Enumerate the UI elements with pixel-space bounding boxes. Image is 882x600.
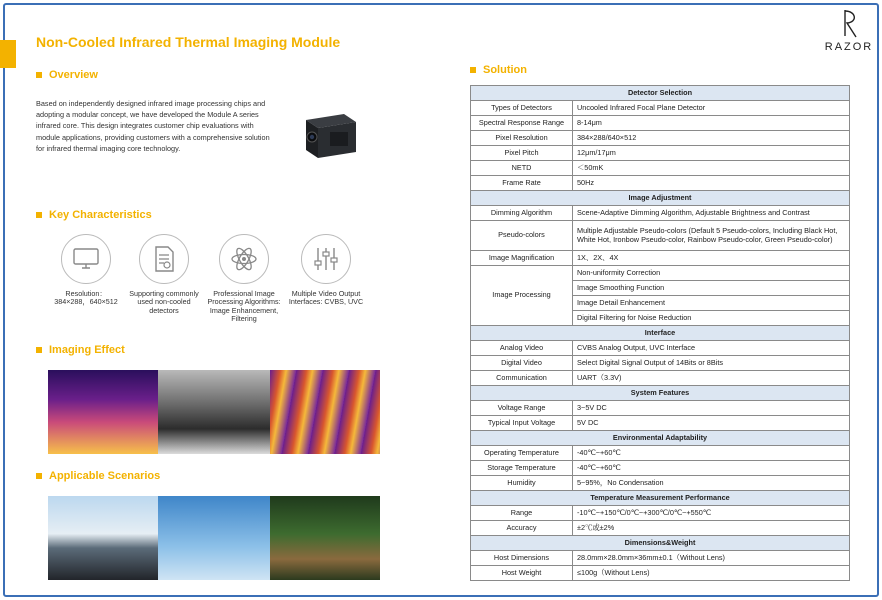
spec-key: Digital Video [471, 356, 573, 371]
document-icon [152, 245, 176, 273]
bullet-square-icon [36, 212, 42, 218]
spec-value: Digital Filtering for Noise Reduction [573, 311, 850, 326]
key-characteristics-heading-text: Key Characteristics [49, 209, 152, 221]
sliders-icon [313, 246, 339, 272]
spec-key: Communication [471, 371, 573, 386]
characteristic-label: Resolution：384×288，640×512 [54, 289, 118, 307]
solution-heading-text: Solution [483, 64, 527, 76]
spec-row [471, 551, 850, 566]
applicable-scenarios-heading-text: Applicable Scenarios [49, 470, 161, 482]
spec-key: Typical Input Voltage [471, 416, 573, 431]
characteristic-video-output [288, 234, 364, 307]
spec-row [471, 116, 850, 131]
spec-row [471, 341, 850, 356]
spec-key: Dimming Algorithm [471, 206, 573, 221]
spec-row [471, 371, 850, 386]
bullet-square-icon [36, 72, 42, 78]
spec-section-header: System Features [471, 386, 850, 401]
spec-value: Uncooled Infrared Focal Plane Detector [573, 101, 850, 116]
imaging-effect-images [48, 370, 380, 454]
spec-value: Image Smoothing Function [573, 281, 850, 296]
characteristic-algorithms [206, 234, 282, 323]
spec-section-row [471, 326, 850, 341]
accent-bar [0, 40, 16, 68]
atom-icon [230, 245, 258, 273]
thermal-image-whitehot [158, 370, 270, 454]
spec-row [471, 416, 850, 431]
spec-section-header: Dimensions&Weight [471, 536, 850, 551]
spec-row [471, 266, 850, 281]
spec-value: Non-uniformity Correction [573, 266, 850, 281]
spec-value: ≤100g（Without Lens) [573, 566, 850, 581]
spec-row [471, 461, 850, 476]
spec-section-header: Environmental Adaptability [471, 431, 850, 446]
spec-row [471, 161, 850, 176]
spec-row [471, 221, 850, 251]
spec-row [471, 146, 850, 161]
applicable-scenarios-heading [36, 470, 160, 482]
thermal-module-image [300, 110, 358, 160]
spec-section-header: Interface [471, 326, 850, 341]
spec-key: Pixel Pitch [471, 146, 573, 161]
spec-key: Image Processing [471, 266, 573, 326]
spec-value: 5V DC [573, 416, 850, 431]
spec-value: Scene-Adaptive Dimming Algorithm, Adjustable Brightness and Contrast [573, 206, 850, 221]
spec-value: ±2℃或±2% [573, 521, 850, 536]
spec-key: Humidity [471, 476, 573, 491]
spec-section-row [471, 386, 850, 401]
spec-value: CVBS Analog Output, UVC Interface [573, 341, 850, 356]
spec-value: 8-14μm [573, 116, 850, 131]
spec-key: Accuracy [471, 521, 573, 536]
spec-row [471, 356, 850, 371]
spec-value: Multiple Adjustable Pseudo-colors (Default 5 Pseudo-colors, Including Black Hot, White Hot, Ironbow Pseudo-color, Rainbow Pseudo-color, Green Pseudo-color) [573, 221, 850, 251]
overview-heading-text: Overview [49, 69, 98, 81]
monitor-icon [72, 247, 100, 271]
spec-key: Spectral Response Range [471, 116, 573, 131]
overview-text: Based on independently designed infrared image processing chips and adopting a modular concept, we have developed the Module A series infrared core. This design integrates customer chip evaluations with module applications, providing customers with a comprehensive solution for infrared thermal imaging core technology. [36, 99, 270, 153]
logo-text: RAZOR [824, 41, 874, 53]
key-characteristics-heading [36, 209, 152, 221]
characteristic-label: Supporting commonly used non-cooled detectors [129, 289, 199, 315]
spec-key: Image Magnification [471, 251, 573, 266]
spec-key: Operating Temperature [471, 446, 573, 461]
spec-key: Types of Detectors [471, 101, 573, 116]
characteristic-label: Multiple Video Output Interfaces: CVBS, UVC [288, 289, 364, 307]
spec-row [471, 251, 850, 266]
spec-section-header: Temperature Measurement Performance [471, 491, 850, 506]
characteristic-icon-circle [301, 234, 351, 284]
scenario-image-outdoor [270, 496, 380, 580]
characteristic-icon-circle [219, 234, 269, 284]
spec-key: Host Dimensions [471, 551, 573, 566]
spec-value: ＜50mK [573, 161, 850, 176]
spec-section-row [471, 86, 850, 101]
spec-value: 384×288/640×512 [573, 131, 850, 146]
spec-section-row [471, 491, 850, 506]
spec-key: Pseudo-colors [471, 221, 573, 251]
razor-logo-icon [836, 8, 862, 40]
spec-table-body [471, 86, 850, 581]
spec-key: Frame Rate [471, 176, 573, 191]
imaging-effect-heading [36, 344, 125, 356]
characteristic-icon-circle [139, 234, 189, 284]
spec-row [471, 521, 850, 536]
spec-row [471, 176, 850, 191]
imaging-effect-heading-text: Imaging Effect [49, 344, 125, 356]
spec-section-header: Detector Selection [471, 86, 850, 101]
spec-row [471, 446, 850, 461]
characteristic-detectors [126, 234, 202, 315]
spec-key: Storage Temperature [471, 461, 573, 476]
scenario-images [48, 496, 380, 580]
spec-key: Host Weight [471, 566, 573, 581]
scenario-image-driving [48, 496, 158, 580]
spec-key: Pixel Resolution [471, 131, 573, 146]
spec-value: UART（3.3V) [573, 371, 850, 386]
spec-row [471, 101, 850, 116]
spec-row [471, 566, 850, 581]
characteristic-label: Professional Image Processing Algorithms: Image Enhancement, Filtering [207, 289, 281, 323]
spec-value: -40℃~+60℃ [573, 461, 850, 476]
spec-table [470, 85, 850, 581]
spec-value: 12μm/17μm [573, 146, 850, 161]
brand-logo [820, 8, 878, 64]
characteristics-list [48, 234, 368, 334]
spec-value: 5~95%，No Condensation [573, 476, 850, 491]
spec-row [471, 476, 850, 491]
page-title: Non-Cooled Infrared Thermal Imaging Module [36, 34, 341, 50]
spec-key: Voltage Range [471, 401, 573, 416]
spec-row [471, 401, 850, 416]
spec-value: 3~5V DC [573, 401, 850, 416]
overview-heading [36, 69, 98, 81]
spec-value: 1X、2X、4X [573, 251, 850, 266]
spec-row [471, 131, 850, 146]
bullet-square-icon [36, 347, 42, 353]
spec-value: -40℃~+60℃ [573, 446, 850, 461]
spec-section-header: Image Adjustment [471, 191, 850, 206]
thermal-image-industrial [270, 370, 380, 454]
bullet-square-icon [470, 67, 476, 73]
thermal-image-ironbow [48, 370, 158, 454]
characteristic-icon-circle [61, 234, 111, 284]
spec-row [471, 506, 850, 521]
spec-key: NETD [471, 161, 573, 176]
spec-value: 28.0mm×28.0mm×36mm±0.1（Without Lens) [573, 551, 850, 566]
spec-section-row [471, 431, 850, 446]
spec-section-row [471, 536, 850, 551]
characteristic-resolution [48, 234, 124, 307]
spec-value: Image Detail Enhancement [573, 296, 850, 311]
spec-key: Range [471, 506, 573, 521]
bullet-square-icon [36, 473, 42, 479]
scenario-image-drone [158, 496, 270, 580]
spec-value: Select Digital Signal Output of 14Bits or 8Bits [573, 356, 850, 371]
spec-value: -10℃~+150℃/0℃~+300℃/0℃~+550℃ [573, 506, 850, 521]
solution-heading [470, 64, 527, 76]
spec-key: Analog Video [471, 341, 573, 356]
spec-row [471, 206, 850, 221]
spec-value: 50Hz [573, 176, 850, 191]
spec-section-row [471, 191, 850, 206]
